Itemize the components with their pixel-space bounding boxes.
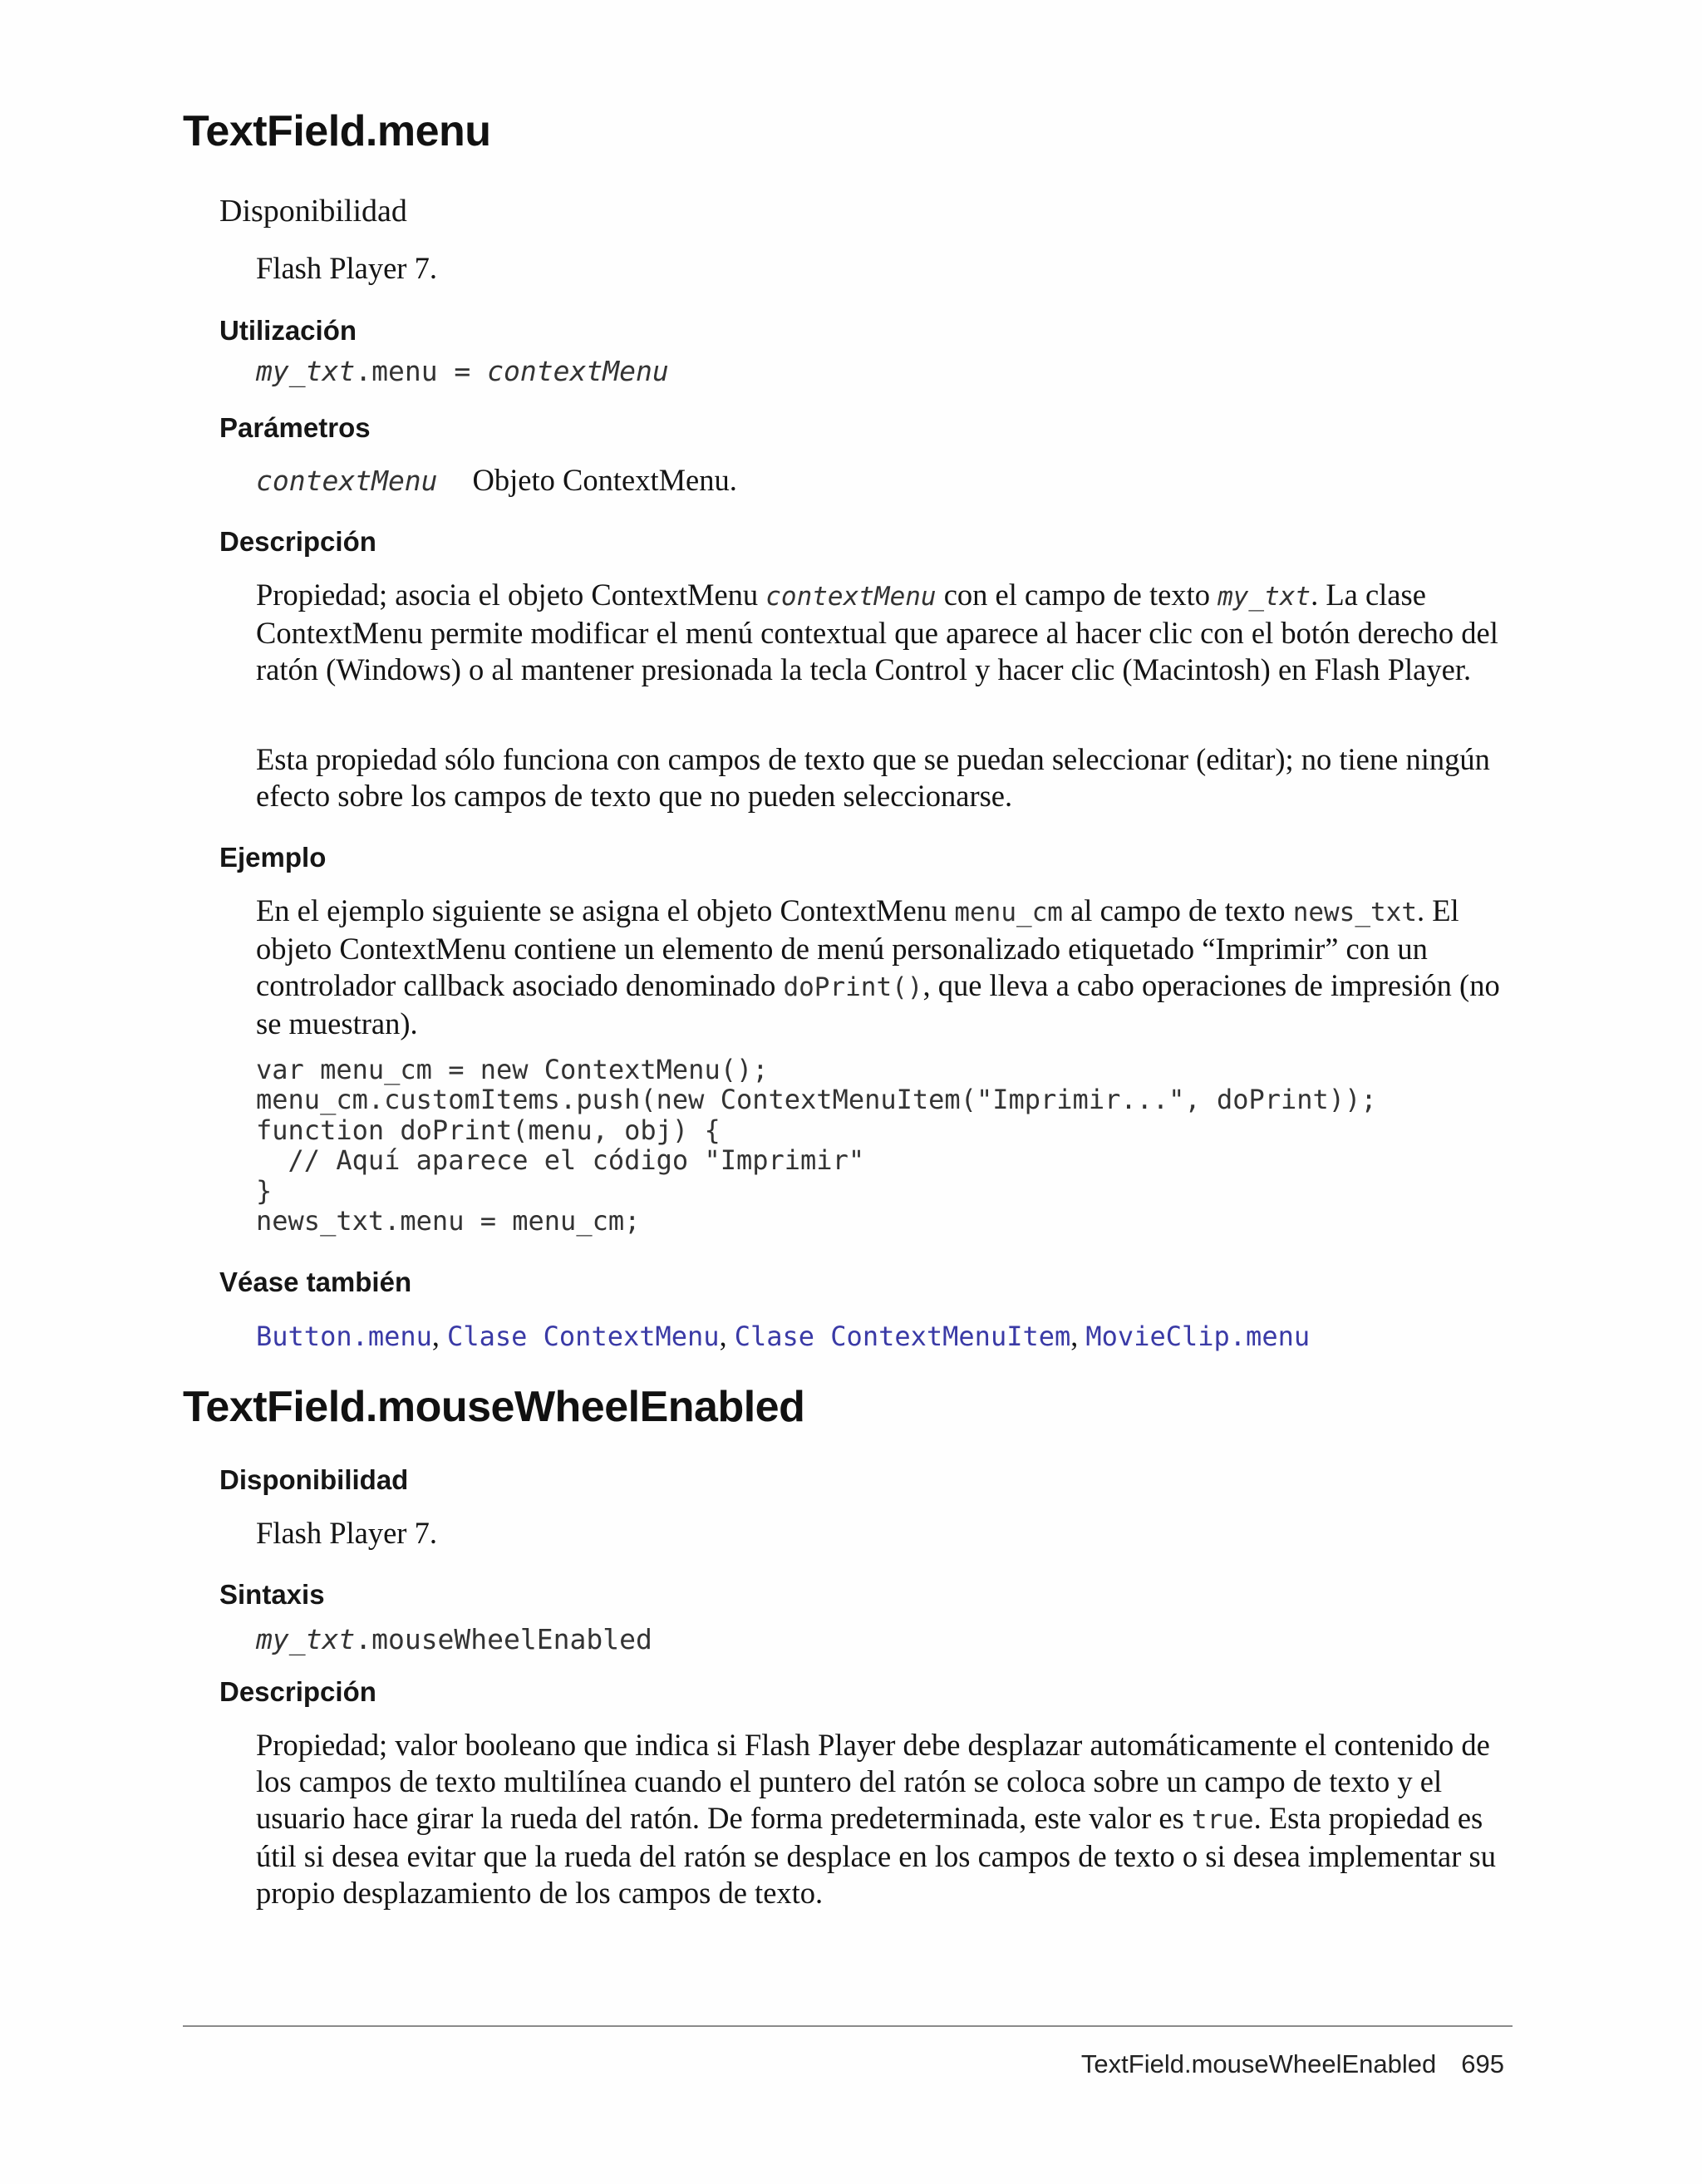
description-text: con el campo de texto bbox=[936, 578, 1218, 612]
example-text: , que lleva a cabo operaciones de impresión (no se muestran). bbox=[256, 968, 1500, 1040]
description-paragraph-3 bbox=[256, 1727, 1519, 1911]
see-also-heading: Véase también bbox=[219, 1267, 412, 1297]
inline-code-news-txt: news_txt bbox=[1292, 898, 1417, 927]
description-text: . La clase ContextMenu permite modificar el menú contextual que aparece al hacer clic con el botón derecho del ratón (Windows) o al mantener presionada la tecla Control y hacer clic (Macintosh) en Flash Player. bbox=[256, 578, 1498, 686]
inline-code-my-txt: my_txt bbox=[1217, 582, 1311, 612]
availability-text: Flash Player 7. bbox=[256, 251, 437, 285]
inline-code-menu-cm: menu_cm bbox=[954, 898, 1063, 927]
description-paragraph-1 bbox=[256, 577, 1519, 688]
code-example-block: var menu_cm = new ContextMenu(); menu_cm.customItems.push(new ContextMenuItem("Imprimir...", doPrint)); function doPrint(menu, obj) { // Aquí aparece el código "Imprimir" } news_txt.menu = menu_cm; bbox=[256, 1054, 1377, 1237]
separator: , bbox=[1070, 1319, 1079, 1352]
footer-label: TextField.mouseWheelEnabled bbox=[1080, 2049, 1437, 2078]
usage-object: my_txt bbox=[256, 355, 356, 387]
description-heading: Descripción bbox=[219, 526, 376, 557]
description-text: . Esta propiedad es útil si desea evitar que la rueda del ratón se desplace en los campos de texto o si desea implementar su propio desplazamiento de los campos de texto. bbox=[256, 1801, 1496, 1910]
inline-code-true: true bbox=[1191, 1805, 1254, 1835]
availability-heading: Disponibilidad bbox=[219, 194, 407, 229]
section-title-textfield-menu: TextField.menu bbox=[183, 107, 491, 155]
syntax-heading: Sintaxis bbox=[219, 1579, 325, 1610]
example-paragraph bbox=[256, 893, 1519, 1042]
usage-value: contextMenu bbox=[487, 355, 669, 387]
link-clase-contextmenuitem[interactable]: Clase ContextMenuItem bbox=[734, 1321, 1071, 1352]
param-name: contextMenu bbox=[256, 465, 438, 497]
link-movieclip-menu[interactable]: MovieClip.menu bbox=[1085, 1321, 1311, 1352]
separator: , bbox=[431, 1319, 440, 1352]
separator: , bbox=[719, 1319, 727, 1352]
syntax-object: my_txt bbox=[256, 1623, 356, 1655]
description-heading-2: Descripción bbox=[219, 1676, 376, 1707]
section-title-mousewheelenabled: TextField.mouseWheelEnabled bbox=[183, 1383, 805, 1431]
page-number: 695 bbox=[1461, 2049, 1504, 2078]
footer-divider bbox=[183, 2025, 1513, 2027]
inline-code-contextmenu: contextMenu bbox=[765, 582, 937, 612]
syntax-property: .mouseWheelEnabled bbox=[355, 1623, 652, 1655]
description-text: Propiedad; asocia el objeto ContextMenu bbox=[256, 578, 766, 612]
description-paragraph-2: Esta propiedad sólo funciona con campos de texto que se puedan seleccionar (editar); no tiene ningún efecto sobre los campos de texto que no pueden seleccionarse. bbox=[256, 742, 1490, 813]
inline-code-doprint: doPrint() bbox=[783, 972, 923, 1002]
usage-heading: Utilización bbox=[219, 315, 357, 346]
link-button-menu[interactable]: Button.menu bbox=[256, 1321, 432, 1352]
availability-text-2: Flash Player 7. bbox=[256, 1516, 437, 1550]
example-text: al campo de texto bbox=[1062, 893, 1293, 927]
availability-heading-2: Disponibilidad bbox=[219, 1464, 409, 1495]
page-footer bbox=[1081, 2049, 1504, 2079]
params-heading: Parámetros bbox=[219, 412, 371, 443]
usage-code bbox=[256, 355, 669, 387]
example-text: En el ejemplo siguiente se asigna el objeto ContextMenu bbox=[256, 893, 955, 927]
example-text: . El objeto ContextMenu contiene un elemento de menú personalizado etiquetado “Imprimir” con un controlador callback asociado denominado bbox=[256, 893, 1459, 1002]
example-heading: Ejemplo bbox=[219, 842, 327, 873]
usage-property: .menu = bbox=[355, 355, 488, 387]
param-desc: Objeto ContextMenu. bbox=[472, 463, 737, 497]
see-also-links bbox=[256, 1317, 1519, 1355]
param-row bbox=[256, 462, 1519, 499]
syntax-code bbox=[256, 1623, 652, 1655]
description-text: Propiedad; valor booleano que indica si Flash Player debe desplazar automáticamente el contenido de los campos de texto multilínea cuando el puntero del ratón se coloca sobre un campo de texto y el usuario hace girar la rueda del ratón. De forma predeterminada, este valor es bbox=[256, 1728, 1490, 1835]
link-clase-contextmenu[interactable]: Clase ContextMenu bbox=[447, 1321, 720, 1352]
